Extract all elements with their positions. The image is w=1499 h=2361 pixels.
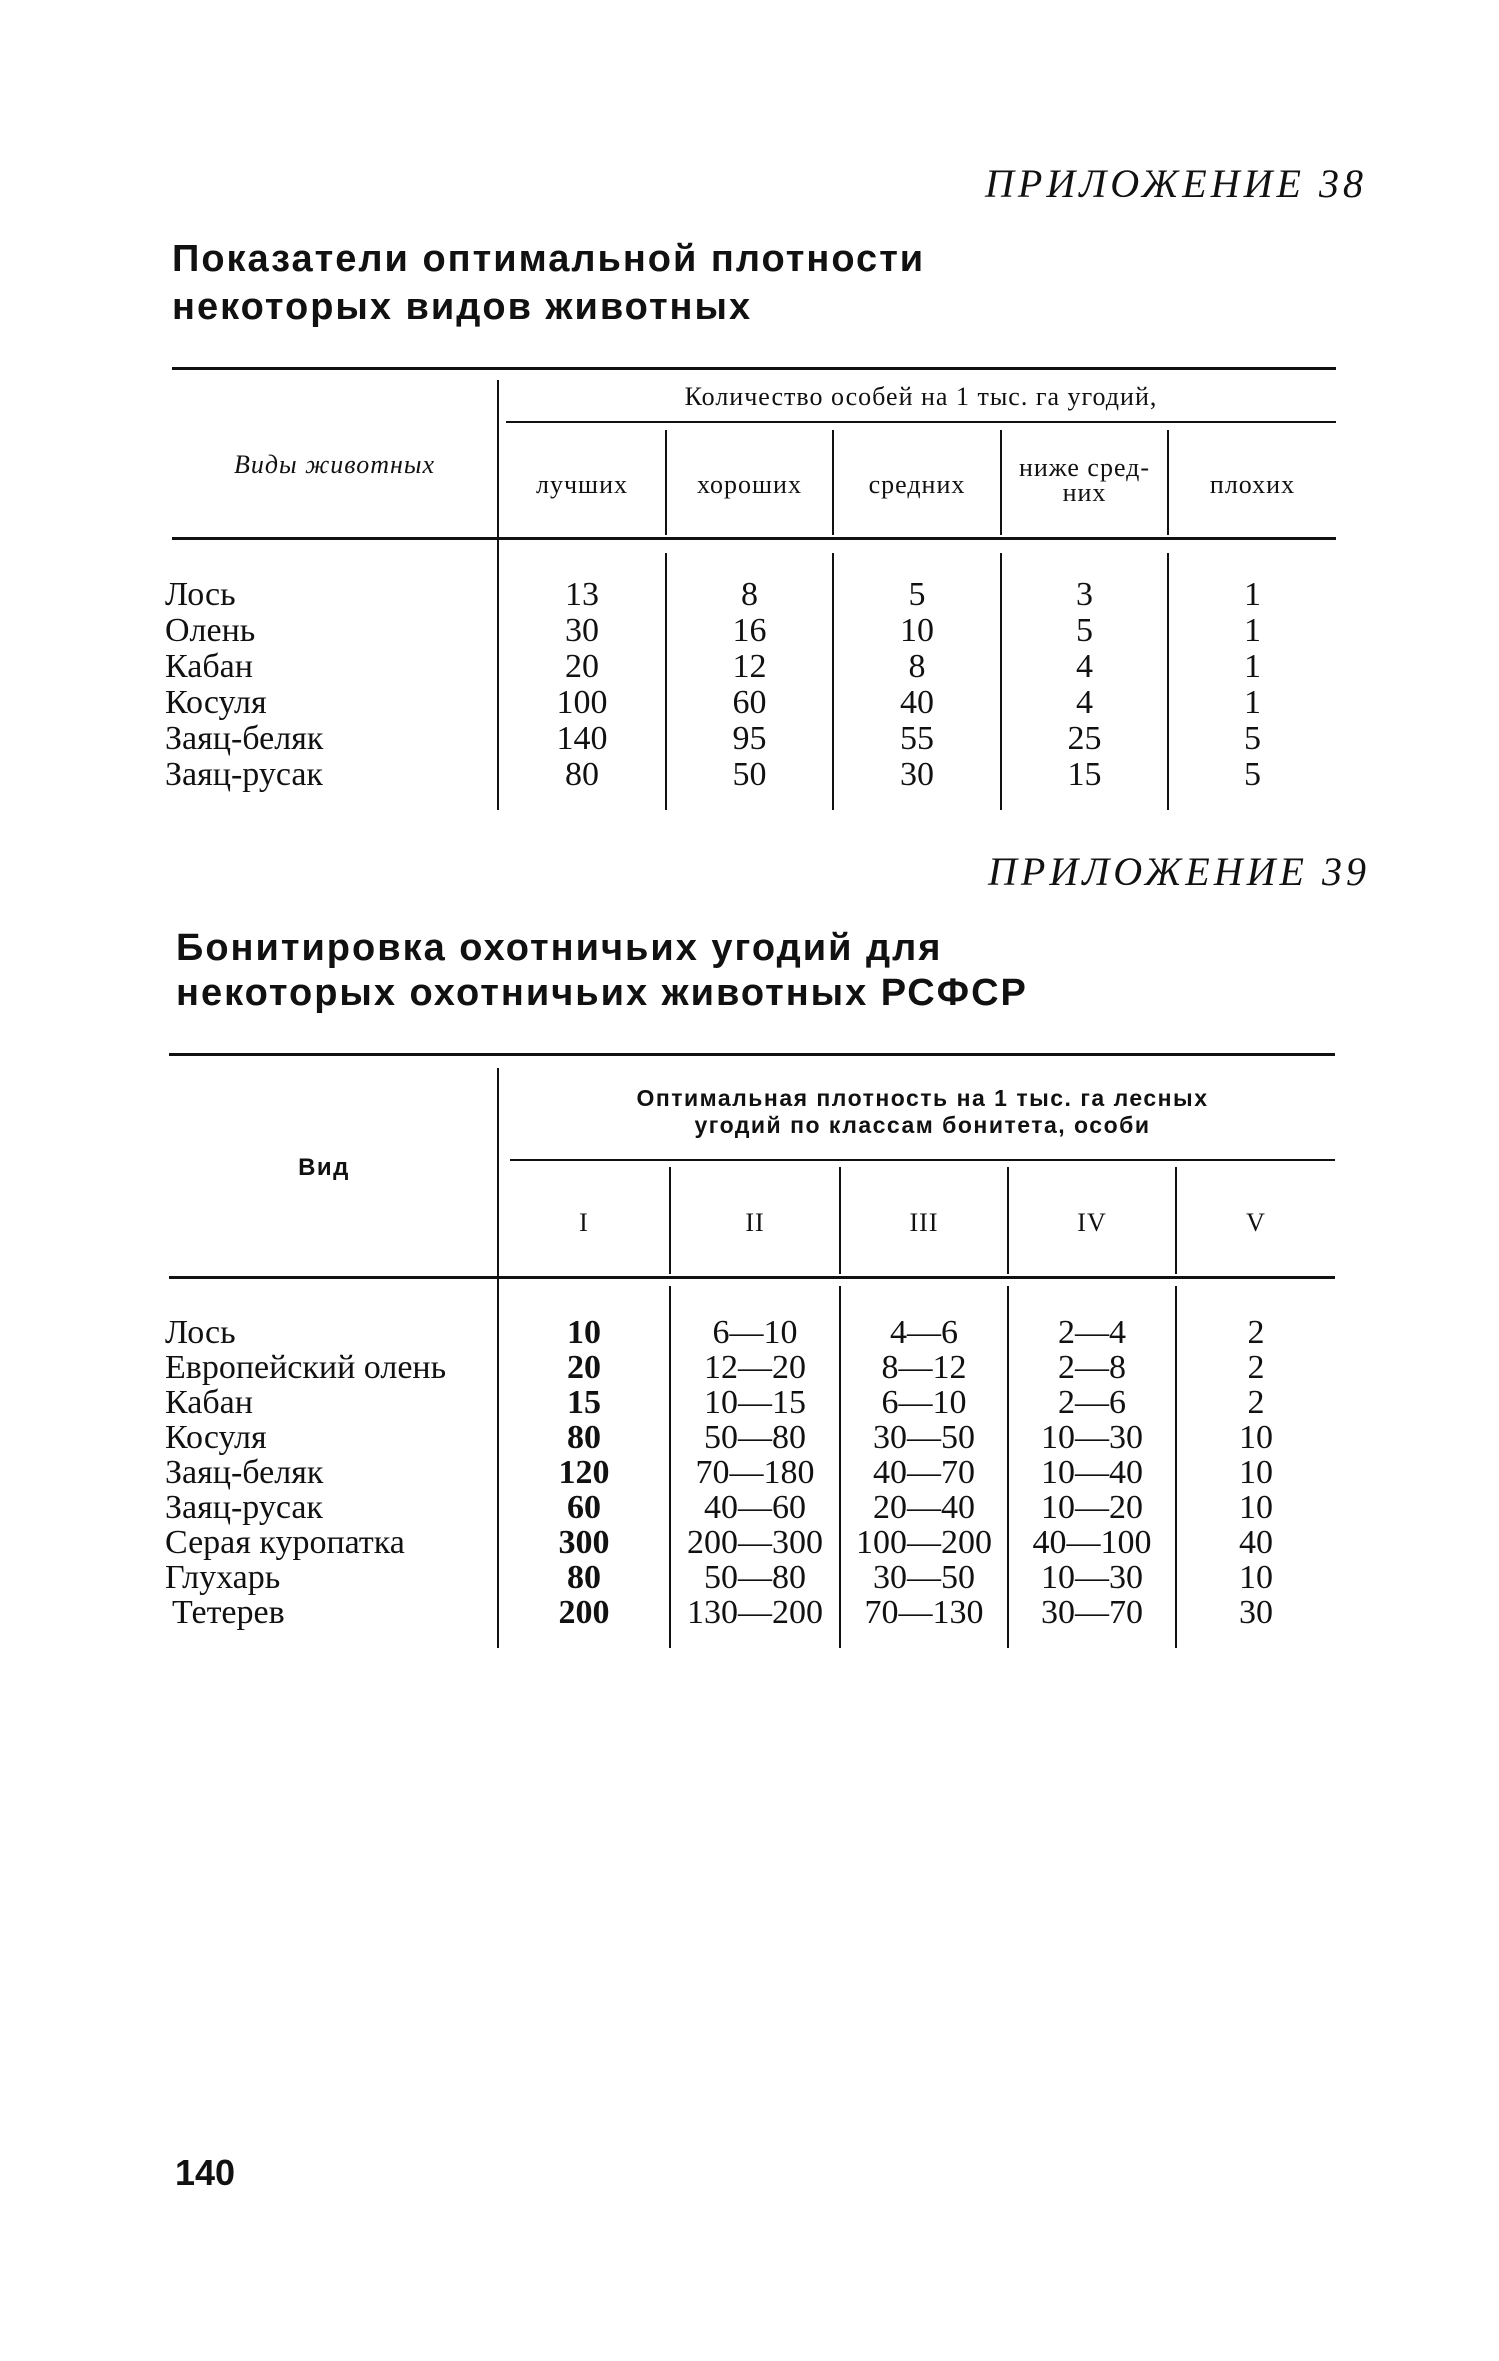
table-cell: 12 [732,648,767,685]
table-cell: 200—300 [687,1524,823,1561]
table-cell: 40—70 [873,1454,975,1491]
table-39-col-header-3: III [909,1208,939,1237]
species-name: Тетерев [172,1594,285,1631]
table-39-top-rule [169,1053,1335,1056]
table-cell: 130—200 [687,1594,823,1631]
table-38-col-header-1: лучших [536,470,628,499]
table-39-group-rule [510,1159,1335,1161]
table-cell: 10—20 [1041,1489,1143,1526]
table-cell: 50—80 [704,1559,806,1596]
table-cell: 8 [908,648,926,685]
table-cell: 6—10 [712,1314,798,1351]
table-cell: 5 [1244,720,1261,757]
table-cell: 80 [567,1419,601,1456]
table-cell: 13 [565,576,599,613]
table-cell: 10 [900,612,934,649]
table-cell: 100—200 [856,1524,992,1561]
table-cell: 10—40 [1041,1454,1143,1491]
table-38-col-header-3: средних [868,470,966,499]
table-39-col-header-4: IV [1077,1208,1107,1237]
table-39-col-header-1: I [579,1208,589,1237]
table-cell: 20 [565,648,599,685]
table-38-col-header-2: хороших [697,470,802,499]
table-cell: 60 [732,684,767,721]
table-cell: 6—10 [881,1384,967,1421]
table-cell: 95 [732,720,767,757]
species-name: Заяц-русак [165,1489,323,1526]
table-cell: 70—130 [864,1594,984,1631]
table-cell: 4—6 [890,1314,958,1351]
table-38-row-header: Виды животных [233,450,436,479]
table-cell: 120 [558,1454,610,1491]
species-name: Европейский олень [165,1349,447,1386]
table-cell: 20—40 [873,1489,975,1526]
table-cell: 2 [1247,1384,1265,1421]
table-cell: 100 [556,684,608,721]
page-number: 140 [175,2152,236,2193]
table-38-col-header-4-line1: ниже сред- [1018,453,1151,482]
table-39-title-line1: Бонитировка охотничьих угодий для [176,927,943,969]
species-name: Косуля [165,1419,267,1456]
table-cell: 140 [556,720,608,757]
table-38-col-header-4-line2: них [1062,478,1107,507]
species-name: Лось [165,576,236,613]
species-name: Заяц-беляк [165,1454,324,1491]
table-cell: 10—30 [1041,1559,1143,1596]
table-38-header-rule [172,537,1336,540]
table-39-col-header-5: V [1246,1208,1266,1237]
table-cell: 5 [908,576,926,613]
table-cell: 80 [565,756,599,793]
table-cell: 15 [567,1384,601,1421]
table-38-group-rule [506,421,1336,423]
table-cell: 5 [1076,612,1093,649]
species-name: Косуля [165,684,267,721]
table-cell: 30 [1239,1594,1273,1631]
table-cell: 80 [567,1559,601,1596]
table-cell: 10 [1239,1559,1273,1596]
table-cell: 40 [900,684,934,721]
table-cell: 300 [558,1524,610,1561]
table-cell: 50 [732,756,767,793]
table-39-group-header-line1: Оптимальная плотность на 1 тыс. га лесных [636,1085,1209,1111]
table-cell: 40—100 [1032,1524,1152,1561]
table-cell: 10—15 [704,1384,806,1421]
table-cell: 5 [1244,756,1261,793]
table-cell: 70—180 [695,1454,815,1491]
table-cell: 55 [900,720,934,757]
table-38-group-header: Количество особей на 1 тыс. га угодий, [684,382,1158,411]
table-cell: 200 [558,1594,610,1631]
table-cell: 2 [1247,1314,1265,1351]
table-38-title-line1: Показатели оптимальной плотности [172,238,926,280]
table-cell: 2—4 [1058,1314,1126,1351]
table-38-col-header-5: плохих [1209,470,1296,499]
table-cell: 30—50 [873,1419,975,1456]
table-cell: 10 [1239,1419,1273,1456]
table-39-group-header-line2: угодий по классам бонитета, особи [694,1112,1151,1138]
table-cell: 2—6 [1058,1384,1126,1421]
table-39-col-header-2: II [745,1208,765,1237]
table-cell: 4 [1076,648,1093,685]
species-name: Кабан [165,648,253,685]
table-cell: 8—12 [881,1349,967,1386]
species-name: Серая куропатка [165,1524,405,1561]
species-name: Заяц-русак [165,756,323,793]
table-cell: 12—20 [704,1349,806,1386]
species-name: Глухарь [165,1559,281,1596]
table-cell: 30—70 [1041,1594,1143,1631]
table-cell: 2 [1247,1349,1265,1386]
table-39-header-rule [169,1276,1335,1279]
table-cell: 8 [741,576,758,613]
table-cell: 20 [567,1349,601,1386]
table-39-title-line2: некоторых охотничьих животных РСФСР [176,972,1028,1014]
table-cell: 60 [567,1489,601,1526]
table-cell: 10 [1239,1489,1273,1526]
table-cell: 1 [1244,612,1261,649]
table-38-title-line2: некоторых видов животных [172,286,753,328]
appendix-39-label: ПРИЛОЖЕНИЕ 39 [988,849,1370,894]
table-cell: 30—50 [873,1559,975,1596]
table-cell: 16 [732,612,767,649]
species-name: Заяц-беляк [165,720,324,757]
table-cell: 50—80 [704,1419,806,1456]
table-39-row-header: Вид [298,1154,350,1181]
species-name: Лось [165,1314,236,1351]
table-cell: 3 [1076,576,1093,613]
table-cell: 15 [1067,756,1102,793]
species-name: Олень [165,612,256,649]
table-cell: 40—60 [704,1489,806,1526]
table-cell: 2—8 [1058,1349,1126,1386]
table-cell: 10 [1239,1454,1273,1491]
table-cell: 25 [1067,720,1102,757]
table-38-top-rule [172,367,1336,370]
table-cell: 4 [1076,684,1093,721]
appendix-38-label: ПРИЛОЖЕНИЕ 38 [985,161,1367,206]
species-name: Кабан [165,1384,253,1421]
table-cell: 1 [1244,684,1261,721]
table-cell: 1 [1244,576,1261,613]
table-cell: 1 [1244,648,1261,685]
table-cell: 10—30 [1041,1419,1143,1456]
table-cell: 10 [567,1314,601,1351]
table-cell: 30 [900,756,934,793]
table-cell: 30 [565,612,599,649]
table-cell: 40 [1239,1524,1273,1561]
